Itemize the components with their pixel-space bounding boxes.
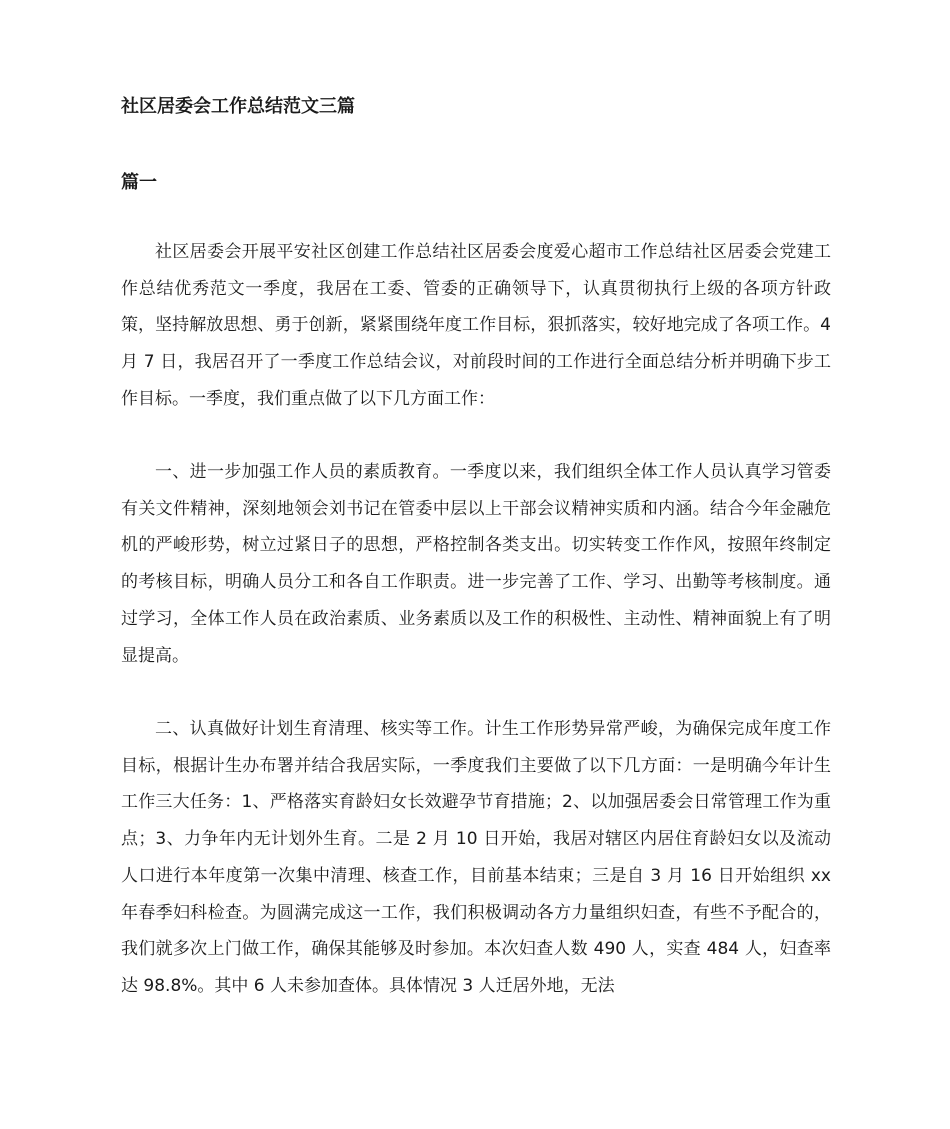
body-paragraph: 二、认真做好计划生育清理、核实等工作。计生工作形势异常严峻，为确保完成年度工作目标，根据计生办布署并结合我居实际，一季度我们主要做了以下几方面：一是明确今年计生工作三大任务：1、严格落实育龄妇女长效避孕节育措施；2、以加强居委会日常管理工作为重点；3、力争年内无计划外生育。二是 2 月 10 日开始，我居对辖区内居住育龄妇女以及流动人口进行本年度第一次集中清理、核查工作，目前基本结束；三是自 3 月 16 日开始组织 xx 年春季妇科检查。为圆满完成这一工作，我们积极调动各方力量组织妇查，有些不予配合的，我们就多次上门做工作，确保其能够及时参加。本次妇查人数 490 人，实查 484 人，妇查率达 98.8%。其中 6 人未参加查体。具体情况 3 人迁居外地，无法 <box>121 719 831 996</box>
section-heading: 篇一 <box>121 172 157 193</box>
body-paragraph: 社区居委会开展平安社区创建工作总结社区居委会度爱心超市工作总结社区居委会党建工作总结优秀范文一季度，我居在工委、管委的正确领导下，认真贯彻执行上级的各项方针政策，坚持解放思想、勇于创新，紧紧围绕年度工作目标，狠抓落实，较好地完成了各项工作。4 月 7 日，我居召开了一季度工作总结会议，对前段时间的工作进行全面总结分析并明确下步工作目标。一季度，我们重点做了以下几方面工作： <box>121 242 831 409</box>
document-title: 社区居委会工作总结范文三篇 <box>121 96 355 117</box>
body-paragraph: 一、进一步加强工作人员的素质教育。一季度以来，我们组织全体工作人员认真学习管委有关文件精神，深刻地领会刘书记在管委中层以上干部会议精神实质和内涵。结合今年金融危机的严峻形势，树立过紧日子的思想，严格控制各类支出。切实转变工作作风，按照年终制定的考核目标，明确人员分工和各自工作职责。进一步完善了工作、学习、出勤等考核制度。通过学习，全体工作人员在政治素质、业务素质以及工作的积极性、主动性、精神面貌上有了明显提高。 <box>121 462 831 666</box>
